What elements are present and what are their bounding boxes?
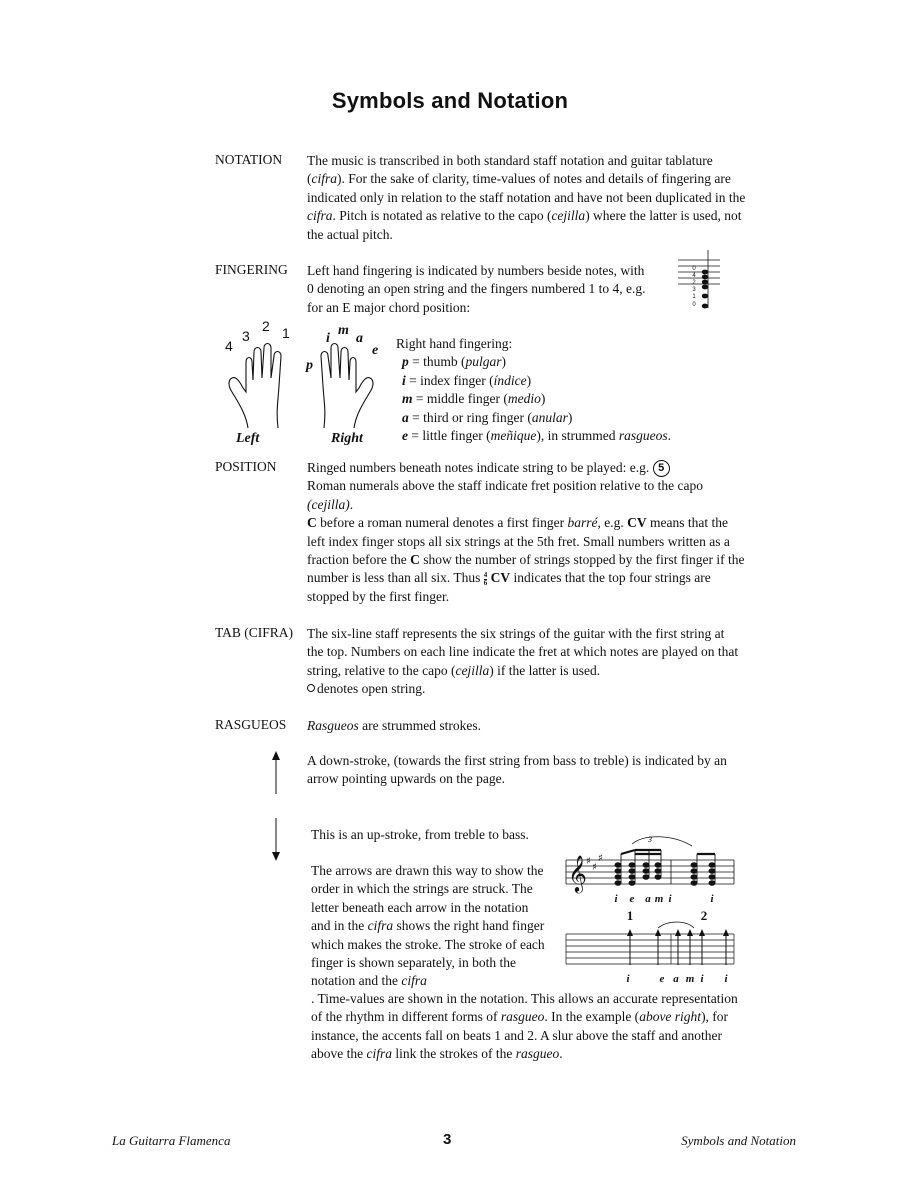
beat-number: 2 [700, 908, 708, 923]
ringed-number: 5 [653, 460, 670, 477]
rh-item: p = thumb (pulgar) [402, 354, 507, 370]
page-number: 3 [443, 1131, 452, 1148]
rh-item: e = little finger (meñique), in strummed rasgueos. [402, 428, 671, 444]
chord-finger: 0 [692, 302, 696, 308]
tab-stroke-finger: m [685, 973, 695, 985]
down-stroke-text: A down-stroke, (towards the first string from bass to treble) is indicated by an arrow pointing upwards on the page. [307, 753, 727, 787]
down-arrow-icon [270, 816, 282, 862]
tab-stroke-finger: a [673, 973, 679, 985]
stroke-finger: i [668, 893, 672, 905]
left-finger-number: 1 [282, 325, 290, 341]
footer-section-title: Symbols and Notation [681, 1133, 796, 1148]
open-string-symbol [307, 684, 315, 692]
footer-book-title: La Guitarra Flamenca [112, 1133, 231, 1148]
rh-item: a = third or ring finger (anular) [402, 409, 573, 425]
left-hand-caption: Left [236, 431, 260, 446]
treble-clef-icon: 𝄞 [568, 854, 587, 892]
chord-finger: 0 [692, 266, 696, 272]
right-hand-icon [302, 336, 382, 431]
tab-label: TAB (CIFRA) [215, 625, 294, 640]
stroke-finger: e [629, 893, 635, 905]
svg-text:♯: ♯ [598, 853, 603, 864]
notation-label: NOTATION [215, 152, 283, 167]
left-finger-number: 4 [225, 338, 233, 354]
tuplet-number: 3 [648, 835, 652, 844]
tab-stroke-finger: i [724, 973, 728, 985]
position-label: POSITION [215, 459, 277, 474]
svg-text:♯: ♯ [586, 856, 591, 867]
chord-finger: 4 [692, 273, 696, 279]
rasgueos-label: RASGUEOS [215, 717, 287, 732]
position-text: Ringed numbers beneath notes indicate string to be played: e.g. 5 Roman numerals above the staff indicate fret position relative to the capo (cejilla). C before a roman numeral denotes a first finger barré, e.g. CV means that the left index finger stops all six strings at the 5th fret. Small numbers written as a fraction before the C show the number of strings stopped by the first finger if the number is less than all six. Thus $\frac{4}{6}$ CV indicates that the top four strings are stopped by the first finger. [307, 460, 745, 604]
stroke-finger: i [614, 893, 618, 905]
rasgueo-explanation-1: The arrows are drawn this way to show the order in which the strings are struck. The letter beneath each arrow in the notation and in the cifra shows the right hand finger which makes the stroke. The stroke of each finger is shown separately, in both the notation and the cifra [311, 863, 545, 989]
right-finger-letter: m [338, 323, 349, 338]
up-stroke-text: This is an up-stroke, from treble to bass. [311, 827, 529, 842]
stroke-finger: a [645, 893, 651, 905]
stroke-finger: m [654, 893, 664, 905]
tab-stroke-finger: i [626, 973, 630, 985]
rasgueo-explanation-2: . Time-values are shown in the notation. This allows an accurate representation of the rhythm in different forms of rasgueo. In the example (above right), for instance, the accents fall on beats 1 and 2. A slur above the staff and another above the cifra link the strokes of the rasgueo. [311, 991, 738, 1062]
left-finger-number: 2 [262, 318, 270, 334]
up-arrow-icon [270, 750, 282, 796]
rh-item: i = index finger (índice) [402, 372, 532, 388]
right-finger-letter: i [326, 331, 330, 346]
left-finger-number: 3 [242, 328, 250, 344]
tab-stroke-finger: i [700, 973, 704, 985]
tab-stroke-finger: e [659, 973, 665, 985]
svg-text:♯: ♯ [592, 862, 597, 873]
rh-heading: Right hand fingering: [396, 336, 513, 351]
chord-finger: 1 [692, 294, 696, 300]
right-finger-letter: p [306, 358, 313, 373]
page-title: Symbols and Notation [331, 88, 569, 113]
beat-number: 1 [626, 908, 634, 923]
e-major-chord-staff [674, 246, 724, 312]
rasgueo-example-staff [562, 830, 742, 990]
notation-text: The music is transcribed in both standard staff notation and guitar tablature (cifra). For the sake of clarity, time-values of notes and details of fingering are indicated only in relation to the staff notation and have not been duplicated in the cifra. Pitch is notated as relative to the capo (cejilla) where the latter is used, not the actual pitch. [307, 153, 746, 242]
barre-fraction: $\frac{4}{6}$ [483, 570, 488, 587]
right-finger-letter: e [372, 343, 379, 358]
fingering-label: FINGERING [215, 262, 288, 277]
stroke-finger: i [710, 893, 714, 905]
chord-finger: 3 [692, 287, 696, 293]
right-hand-caption: Right [331, 431, 363, 446]
right-hand-fingering-list [396, 335, 671, 445]
tab-text: The six-line staff represents the six strings of the guitar with the first string at the top. Numbers on each line indicate the fret at which notes are played on that string, relative to the capo (cejilla) if the latter is used. denotes open string. [307, 626, 739, 697]
rasgueos-intro: Rasgueos are strummed strokes. [307, 718, 481, 733]
right-finger-letter: a [356, 331, 363, 346]
fingering-text: Left hand fingering is indicated by numbers beside notes, with 0 denoting an open string and the fingers numbered 1 to 4, e.g. for an E major chord position: [307, 263, 646, 315]
left-hand-icon [226, 336, 306, 431]
rh-item: m = middle finger (medio) [402, 391, 546, 407]
chord-finger: 2 [692, 280, 696, 286]
